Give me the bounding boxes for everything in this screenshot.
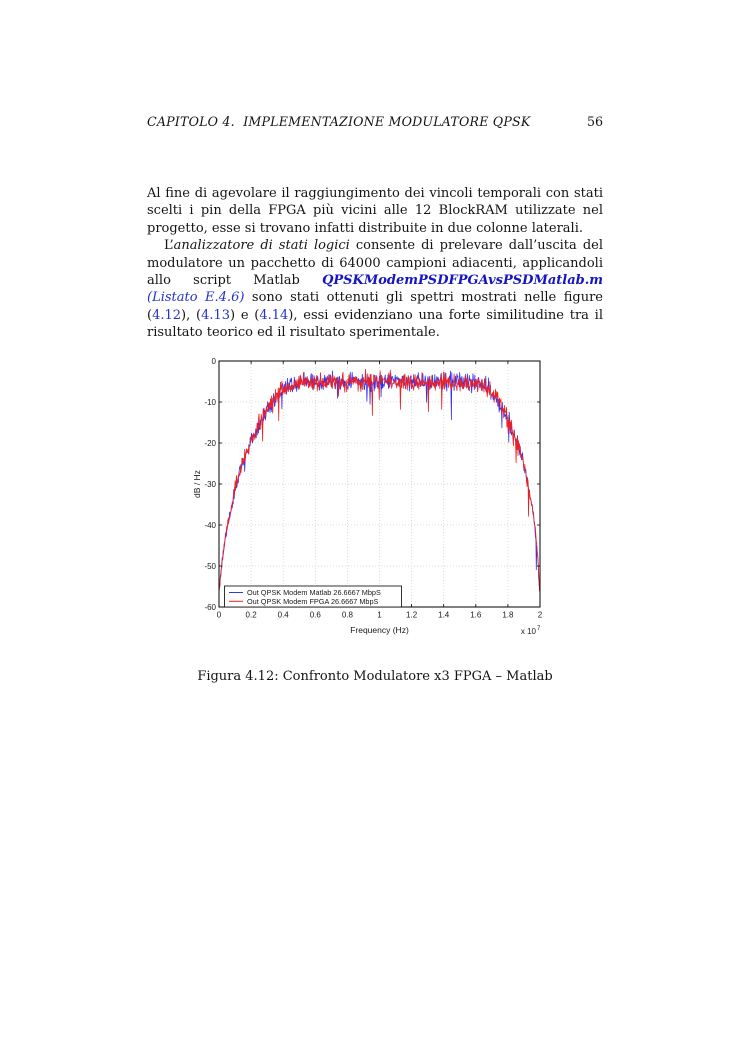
psd-chart <box>185 350 565 650</box>
text-link[interactable]: 4.14 <box>259 307 289 323</box>
axis-scale-label: x 10 <box>520 627 536 636</box>
x-tick-label: 0.6 <box>309 610 321 620</box>
text-segment: ), ( <box>181 307 202 323</box>
text-segment: L’ <box>164 238 174 254</box>
x-tick-label: 1.2 <box>406 610 418 620</box>
text-segment: ), essi evidenziano una forte similitudine tra il risultato teorico ed il risultato sperimentale. <box>147 307 603 341</box>
x-tick-label: 0.2 <box>245 610 257 620</box>
x-tick-label: 2 <box>537 610 543 620</box>
axis-scale-exponent: 7 <box>537 626 541 632</box>
text-segment: sono stati ottenuti gli spettri mostrati nelle figure ( <box>147 290 603 323</box>
body-text <box>147 185 603 342</box>
text-link[interactable]: 4.12 <box>152 307 182 323</box>
text-link[interactable]: 4.13 <box>201 307 231 323</box>
y-tick-label: -50 <box>204 561 216 571</box>
legend-entry-label: Out QPSK Modem Matlab 26.6667 MbpS <box>247 588 381 598</box>
x-tick-label: 0.8 <box>341 610 353 620</box>
text-segment: analizzatore di stati logici <box>173 238 350 254</box>
paragraph <box>147 185 603 237</box>
y-tick-label: 0 <box>211 356 216 366</box>
text-segment: consente di prelevare dall’uscita del modulatore un pacchetto di 64000 campioni adiacenti, applicandoli allo script Matlab <box>147 238 603 289</box>
chapter-header-title: CAPITOLO 4. IMPLEMENTAZIONE MODULATORE QPSK <box>147 114 531 129</box>
y-tick-label: -30 <box>204 479 216 489</box>
figure-caption: Figura 4.12: Confronto Modulatore x3 FPGA – Matlab <box>197 669 553 684</box>
paragraph <box>147 237 603 341</box>
legend-entry-label: Out QPSK Modem FPGA 26.6667 MbpS <box>247 597 379 606</box>
y-tick-label: -20 <box>204 438 216 448</box>
x-tick-label: 0 <box>216 610 222 620</box>
x-tick-label: 1.6 <box>470 610 482 620</box>
figure-plot <box>185 350 565 650</box>
y-tick-label: -40 <box>204 520 216 530</box>
x-tick-label: 0.4 <box>277 610 289 620</box>
page-number: 56 <box>586 114 603 129</box>
y-tick-label: -60 <box>204 602 216 612</box>
text-segment: Al fine di agevolare il raggiungimento dei vincoli temporali con stati scelti i pin della FPGA più vicini alle 12 BlockRAM utilizzate nel progetto, esse si trovano infatti distribuite in due colonne laterali. <box>147 186 603 236</box>
x-tick-label: 1.4 <box>438 610 450 620</box>
y-axis-label: dB / Hz <box>192 470 202 498</box>
chapter-header <box>147 114 603 129</box>
x-tick-label: 1 <box>377 610 382 620</box>
x-tick-label: 1.8 <box>502 610 514 620</box>
text-segment: ) e ( <box>230 307 260 323</box>
x-axis-label: Frequency (Hz) <box>350 625 409 635</box>
text-link[interactable]: (Listato E.4.6) <box>147 290 245 306</box>
text-link[interactable]: QPSKModemPSDFPGAvsPSDMatlab.m <box>322 273 603 289</box>
y-tick-label: -10 <box>204 397 216 407</box>
